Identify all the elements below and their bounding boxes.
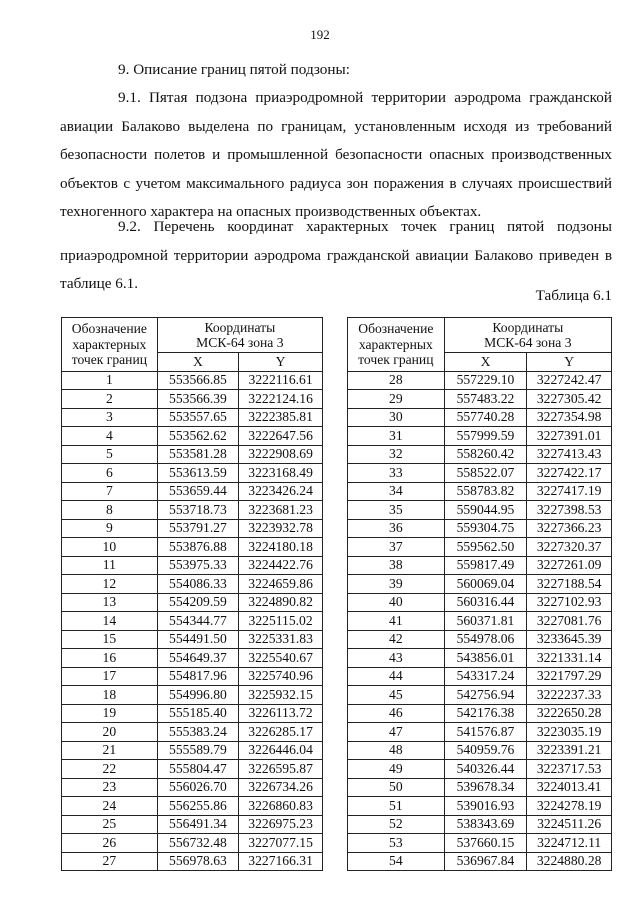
section-heading: 9. Описание границ пятой подзоны: bbox=[118, 61, 350, 78]
table-row bbox=[62, 723, 323, 742]
x-coordinate: 557740.28 bbox=[444, 408, 527, 427]
table-row bbox=[348, 371, 612, 390]
table-row bbox=[348, 723, 612, 742]
x-coordinate: 556491.34 bbox=[157, 815, 238, 834]
point-id: 19 bbox=[62, 704, 158, 723]
y-coordinate: 3227242.47 bbox=[527, 371, 612, 390]
point-id: 35 bbox=[348, 501, 445, 520]
table-row bbox=[348, 482, 612, 501]
point-id: 43 bbox=[348, 649, 445, 668]
x-coordinate: 557999.59 bbox=[444, 427, 527, 446]
y-coordinate: 3227305.42 bbox=[527, 390, 612, 409]
x-coordinate: 556026.70 bbox=[157, 778, 238, 797]
point-id: 16 bbox=[62, 649, 158, 668]
point-id: 49 bbox=[348, 760, 445, 779]
point-id: 4 bbox=[62, 427, 158, 446]
y-coordinate: 3227261.09 bbox=[527, 556, 612, 575]
x-coordinate: 556978.63 bbox=[157, 852, 238, 871]
y-coordinate: 3222650.28 bbox=[527, 704, 612, 723]
table-row bbox=[348, 797, 612, 816]
y-coordinate: 3221331.14 bbox=[527, 649, 612, 668]
point-id: 53 bbox=[348, 834, 445, 853]
y-coordinate: 3227366.23 bbox=[527, 519, 612, 538]
x-coordinate: 542756.94 bbox=[444, 686, 527, 705]
x-coordinate: 557229.10 bbox=[444, 371, 527, 390]
y-coordinate: 3227077.15 bbox=[239, 834, 323, 853]
x-coordinate: 555589.79 bbox=[157, 741, 238, 760]
y-coordinate: 3233645.39 bbox=[527, 630, 612, 649]
point-id: 34 bbox=[348, 482, 445, 501]
table-row bbox=[348, 686, 612, 705]
y-coordinate: 3225540.67 bbox=[239, 649, 323, 668]
x-coordinate: 553975.33 bbox=[157, 556, 238, 575]
table-row bbox=[348, 408, 612, 427]
y-column-header: Y bbox=[239, 353, 323, 372]
x-coordinate: 543317.24 bbox=[444, 667, 527, 686]
table-row bbox=[62, 464, 323, 483]
table-row bbox=[62, 575, 323, 594]
x-coordinate: 539678.34 bbox=[444, 778, 527, 797]
x-coordinate: 554491.50 bbox=[157, 630, 238, 649]
x-column-header: X bbox=[444, 353, 527, 372]
y-coordinate: 3224880.28 bbox=[527, 852, 612, 871]
table-row bbox=[348, 667, 612, 686]
point-id: 22 bbox=[62, 760, 158, 779]
table-row bbox=[348, 519, 612, 538]
point-id: 1 bbox=[62, 371, 158, 390]
table-row bbox=[348, 575, 612, 594]
point-id: 18 bbox=[62, 686, 158, 705]
table-row bbox=[348, 464, 612, 483]
y-coordinate: 3223426.24 bbox=[239, 482, 323, 501]
table-row bbox=[62, 630, 323, 649]
point-id: 27 bbox=[62, 852, 158, 871]
x-coordinate: 553557.65 bbox=[157, 408, 238, 427]
point-id: 50 bbox=[348, 778, 445, 797]
coords-column-header: Координаты МСК-64 зона 3 bbox=[444, 318, 611, 353]
point-id: 28 bbox=[348, 371, 445, 390]
table-row bbox=[62, 667, 323, 686]
x-coordinate: 539016.93 bbox=[444, 797, 527, 816]
point-id: 21 bbox=[62, 741, 158, 760]
table-row bbox=[62, 371, 323, 390]
table-row bbox=[348, 427, 612, 446]
y-coordinate: 3227188.54 bbox=[527, 575, 612, 594]
point-id: 12 bbox=[62, 575, 158, 594]
y-coordinate: 3224712.11 bbox=[527, 834, 612, 853]
x-coordinate: 553562.62 bbox=[157, 427, 238, 446]
point-id: 2 bbox=[62, 390, 158, 409]
y-coordinate: 3227391.01 bbox=[527, 427, 612, 446]
y-coordinate: 3226860.83 bbox=[239, 797, 323, 816]
table-row bbox=[348, 815, 612, 834]
point-id: 54 bbox=[348, 852, 445, 871]
x-coordinate: 553659.44 bbox=[157, 482, 238, 501]
coordinates-table-left bbox=[61, 317, 323, 871]
point-id: 41 bbox=[348, 612, 445, 631]
point-id: 33 bbox=[348, 464, 445, 483]
point-id: 42 bbox=[348, 630, 445, 649]
x-coordinate: 559304.75 bbox=[444, 519, 527, 538]
point-id: 15 bbox=[62, 630, 158, 649]
y-coordinate: 3227398.53 bbox=[527, 501, 612, 520]
x-coordinate: 560371.81 bbox=[444, 612, 527, 631]
table-row bbox=[62, 741, 323, 760]
table-row bbox=[62, 760, 323, 779]
table-row bbox=[62, 704, 323, 723]
y-coordinate: 3222908.69 bbox=[239, 445, 323, 464]
point-id: 47 bbox=[348, 723, 445, 742]
x-coordinate: 537660.15 bbox=[444, 834, 527, 853]
y-coordinate: 3224278.19 bbox=[527, 797, 612, 816]
table-row bbox=[348, 593, 612, 612]
y-coordinate: 3225740.96 bbox=[239, 667, 323, 686]
table-row bbox=[62, 593, 323, 612]
table-row bbox=[348, 501, 612, 520]
point-id: 5 bbox=[62, 445, 158, 464]
point-id: 9 bbox=[62, 519, 158, 538]
paragraph-9-1: 9.1. Пятая подзона приаэродромной территории аэродрома гражданской авиации Балаково выделена по границам, установленным исходя из требований безопасности полетов и промышленной безопасности опасных производственных объектов с учетом максимального радиуса зон поражения в случаях происшествий техногенного характера на опасных производственных объектах. bbox=[60, 89, 612, 220]
y-coordinate: 3222237.33 bbox=[527, 686, 612, 705]
y-coordinate: 3227320.37 bbox=[527, 538, 612, 557]
y-coordinate: 3224422.76 bbox=[239, 556, 323, 575]
y-coordinate: 3227081.76 bbox=[527, 612, 612, 631]
table-row bbox=[62, 538, 323, 557]
y-coordinate: 3224659.86 bbox=[239, 575, 323, 594]
table-row bbox=[62, 445, 323, 464]
x-coordinate: 542176.38 bbox=[444, 704, 527, 723]
y-coordinate: 3223035.19 bbox=[527, 723, 612, 742]
y-coordinate: 3226285.17 bbox=[239, 723, 323, 742]
table-row bbox=[348, 630, 612, 649]
point-id: 29 bbox=[348, 390, 445, 409]
x-coordinate: 554817.96 bbox=[157, 667, 238, 686]
y-coordinate: 3223168.49 bbox=[239, 464, 323, 483]
x-coordinate: 554086.33 bbox=[157, 575, 238, 594]
x-coordinate: 553718.73 bbox=[157, 501, 238, 520]
table-row bbox=[348, 760, 612, 779]
table-row bbox=[62, 390, 323, 409]
table-row bbox=[62, 649, 323, 668]
x-coordinate: 559562.50 bbox=[444, 538, 527, 557]
table-row bbox=[62, 612, 323, 631]
page-number: 192 bbox=[310, 27, 330, 42]
point-id: 39 bbox=[348, 575, 445, 594]
x-coordinate: 553581.28 bbox=[157, 445, 238, 464]
table-row bbox=[348, 778, 612, 797]
y-coordinate: 3222116.61 bbox=[239, 371, 323, 390]
y-coordinate: 3227102.93 bbox=[527, 593, 612, 612]
y-coordinate: 3226113.72 bbox=[239, 704, 323, 723]
y-coordinate: 3225932.15 bbox=[239, 686, 323, 705]
y-coordinate: 3222647.56 bbox=[239, 427, 323, 446]
y-coordinate: 3224180.18 bbox=[239, 538, 323, 557]
point-id: 11 bbox=[62, 556, 158, 575]
point-id: 24 bbox=[62, 797, 158, 816]
paragraph-9-2: 9.2. Перечень координат характерных точек границ пятой подзоны приаэродромной территории аэродрома гражданской авиации Балаково приведен в таблице 6.1. bbox=[60, 218, 612, 292]
x-coordinate: 558260.42 bbox=[444, 445, 527, 464]
y-coordinate: 3223717.53 bbox=[527, 760, 612, 779]
y-column-header: Y bbox=[527, 353, 612, 372]
y-coordinate: 3222124.16 bbox=[239, 390, 323, 409]
table-row bbox=[62, 834, 323, 853]
point-id: 7 bbox=[62, 482, 158, 501]
x-coordinate: 560316.44 bbox=[444, 593, 527, 612]
point-id: 38 bbox=[348, 556, 445, 575]
y-coordinate: 3222385.81 bbox=[239, 408, 323, 427]
y-coordinate: 3223391.21 bbox=[527, 741, 612, 760]
table-row bbox=[348, 556, 612, 575]
x-coordinate: 556732.48 bbox=[157, 834, 238, 853]
table-row bbox=[348, 390, 612, 409]
y-coordinate: 3224013.41 bbox=[527, 778, 612, 797]
table-caption: Таблица 6.1 bbox=[535, 287, 612, 304]
y-coordinate: 3226595.87 bbox=[239, 760, 323, 779]
point-id: 31 bbox=[348, 427, 445, 446]
x-coordinate: 555804.47 bbox=[157, 760, 238, 779]
x-coordinate: 558522.07 bbox=[444, 464, 527, 483]
point-id: 45 bbox=[348, 686, 445, 705]
point-id: 46 bbox=[348, 704, 445, 723]
x-coordinate: 553876.88 bbox=[157, 538, 238, 557]
table-row bbox=[62, 815, 323, 834]
point-id: 52 bbox=[348, 815, 445, 834]
y-coordinate: 3227417.19 bbox=[527, 482, 612, 501]
y-coordinate: 3227354.98 bbox=[527, 408, 612, 427]
table-row bbox=[62, 852, 323, 871]
table-row bbox=[62, 482, 323, 501]
table-row bbox=[62, 778, 323, 797]
point-id: 10 bbox=[62, 538, 158, 557]
x-coordinate: 536967.84 bbox=[444, 852, 527, 871]
point-id: 13 bbox=[62, 593, 158, 612]
point-column-header: Обозначение характерных точек границ bbox=[62, 318, 158, 372]
table-row bbox=[62, 797, 323, 816]
table-row bbox=[348, 852, 612, 871]
point-id: 3 bbox=[62, 408, 158, 427]
y-coordinate: 3224511.26 bbox=[527, 815, 612, 834]
point-id: 6 bbox=[62, 464, 158, 483]
table-row bbox=[62, 501, 323, 520]
x-coordinate: 556255.86 bbox=[157, 797, 238, 816]
table-row bbox=[348, 834, 612, 853]
point-id: 48 bbox=[348, 741, 445, 760]
x-coordinate: 553791.27 bbox=[157, 519, 238, 538]
point-id: 17 bbox=[62, 667, 158, 686]
x-coordinate: 558783.82 bbox=[444, 482, 527, 501]
point-id: 36 bbox=[348, 519, 445, 538]
x-coordinate: 540326.44 bbox=[444, 760, 527, 779]
x-coordinate: 554996.80 bbox=[157, 686, 238, 705]
y-coordinate: 3223932.78 bbox=[239, 519, 323, 538]
point-id: 44 bbox=[348, 667, 445, 686]
point-id: 8 bbox=[62, 501, 158, 520]
table-row bbox=[348, 612, 612, 631]
point-id: 25 bbox=[62, 815, 158, 834]
x-coordinate: 555383.24 bbox=[157, 723, 238, 742]
point-id: 32 bbox=[348, 445, 445, 464]
y-coordinate: 3226446.04 bbox=[239, 741, 323, 760]
x-coordinate: 557483.22 bbox=[444, 390, 527, 409]
x-coordinate: 554978.06 bbox=[444, 630, 527, 649]
y-coordinate: 3226975.23 bbox=[239, 815, 323, 834]
x-coordinate: 553566.85 bbox=[157, 371, 238, 390]
x-coordinate: 554209.59 bbox=[157, 593, 238, 612]
x-coordinate: 543856.01 bbox=[444, 649, 527, 668]
x-coordinate: 554344.77 bbox=[157, 612, 238, 631]
y-coordinate: 3227166.31 bbox=[239, 852, 323, 871]
table-row bbox=[62, 427, 323, 446]
table-row bbox=[348, 704, 612, 723]
y-coordinate: 3221797.29 bbox=[527, 667, 612, 686]
x-coordinate: 559044.95 bbox=[444, 501, 527, 520]
point-id: 26 bbox=[62, 834, 158, 853]
table-row bbox=[62, 519, 323, 538]
table-row bbox=[348, 649, 612, 668]
y-coordinate: 3225331.83 bbox=[239, 630, 323, 649]
table-row bbox=[348, 741, 612, 760]
x-coordinate: 559817.49 bbox=[444, 556, 527, 575]
x-coordinate: 560069.04 bbox=[444, 575, 527, 594]
point-id: 14 bbox=[62, 612, 158, 631]
point-id: 20 bbox=[62, 723, 158, 742]
point-id: 23 bbox=[62, 778, 158, 797]
x-coordinate: 553613.59 bbox=[157, 464, 238, 483]
y-coordinate: 3227422.17 bbox=[527, 464, 612, 483]
table-row bbox=[62, 408, 323, 427]
point-id: 51 bbox=[348, 797, 445, 816]
x-coordinate: 554649.37 bbox=[157, 649, 238, 668]
point-column-header: Обозначение характерных точек границ bbox=[348, 318, 445, 372]
x-column-header: X bbox=[157, 353, 238, 372]
x-coordinate: 541576.87 bbox=[444, 723, 527, 742]
point-id: 37 bbox=[348, 538, 445, 557]
table-row bbox=[62, 556, 323, 575]
y-coordinate: 3227413.43 bbox=[527, 445, 612, 464]
x-coordinate: 538343.69 bbox=[444, 815, 527, 834]
x-coordinate: 555185.40 bbox=[157, 704, 238, 723]
x-coordinate: 553566.39 bbox=[157, 390, 238, 409]
point-id: 40 bbox=[348, 593, 445, 612]
y-coordinate: 3223681.23 bbox=[239, 501, 323, 520]
x-coordinate: 540959.76 bbox=[444, 741, 527, 760]
coordinates-table-right bbox=[347, 317, 612, 871]
y-coordinate: 3226734.26 bbox=[239, 778, 323, 797]
table-row bbox=[62, 686, 323, 705]
y-coordinate: 3225115.02 bbox=[239, 612, 323, 631]
coords-column-header: Координаты МСК-64 зона 3 bbox=[157, 318, 322, 353]
table-row bbox=[348, 538, 612, 557]
table-row bbox=[348, 445, 612, 464]
y-coordinate: 3224890.82 bbox=[239, 593, 323, 612]
point-id: 30 bbox=[348, 408, 445, 427]
